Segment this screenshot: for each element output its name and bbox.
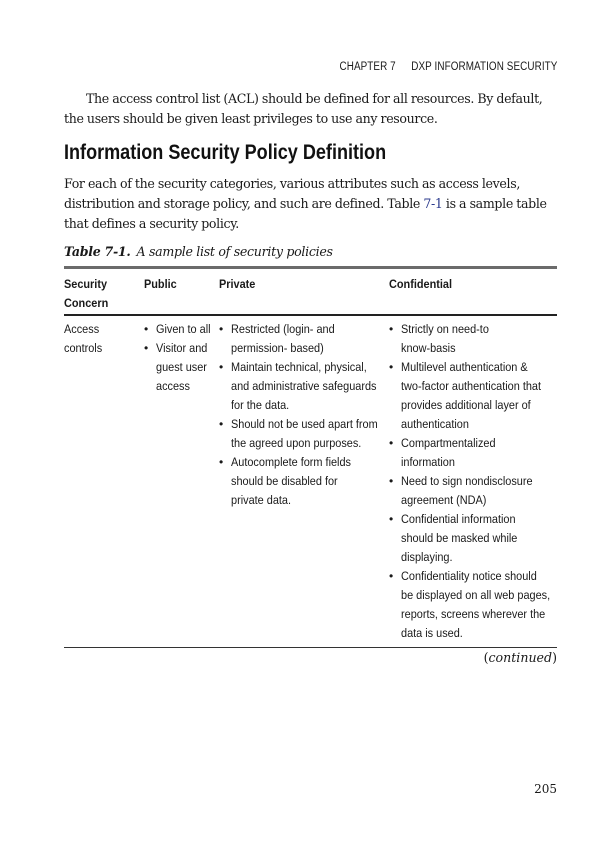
acl-paragraph: The access control list (ACL) should be defined for all resources. By default, the users should be given least privileges to use any resource. [64, 91, 543, 126]
cell-line: access [156, 379, 190, 393]
table-caption-text: A sample list of security policies [136, 244, 333, 259]
cell-line: data is used. [401, 626, 463, 640]
cell-line: permission- based) [231, 341, 324, 355]
header-line: Public [144, 277, 177, 291]
cell-private [219, 320, 384, 510]
cell-concern-access-controls [64, 320, 134, 358]
table-top-rule [64, 266, 557, 269]
cell-line: • Need to sign nondisclosure [401, 474, 533, 488]
confidential-bullet-list [389, 320, 559, 643]
page-number: 205 [534, 782, 557, 796]
header-line: Concern [64, 296, 109, 310]
continued-word: continued [488, 650, 553, 665]
table-bottom-rule [64, 647, 557, 648]
cell-line: authentication [401, 417, 469, 431]
header-line: Security [64, 277, 108, 291]
cell-line: • Restricted (login- and [231, 322, 335, 336]
list-item [219, 415, 384, 453]
running-header [339, 61, 557, 73]
chapter-label: CHAPTER 7 [339, 61, 396, 73]
continued-paren-close: ) [552, 650, 557, 665]
cell-line: • Maintain technical, physical, [231, 360, 367, 374]
list-item [219, 453, 384, 510]
table-header-rule [64, 314, 557, 316]
intro-text-end: is a sample table that defines a security policy. [64, 196, 547, 231]
header-line: Private [219, 277, 256, 291]
cell-line: • Confidential information [401, 512, 516, 526]
header-public [144, 275, 214, 294]
cell-line: guest user [156, 360, 207, 374]
cell-line: displaying. [401, 550, 453, 564]
cell-line: should be masked while [401, 531, 518, 545]
cell-line: be displayed on all web pages, [401, 588, 551, 602]
list-item [389, 472, 559, 510]
header-line: Confidential [389, 277, 453, 291]
cell-line: information [401, 455, 455, 469]
list-item [389, 567, 559, 643]
header-security-concern [64, 275, 134, 313]
cell-line: • Should not be used apart from [231, 417, 378, 431]
private-bullet-list [219, 320, 384, 510]
list-item [389, 358, 559, 434]
cell-line: controls [64, 341, 103, 355]
list-item [389, 320, 559, 358]
cell-public [144, 320, 214, 396]
cell-line: for the data. [231, 398, 290, 412]
list-item [389, 510, 559, 567]
cell-line: provides additional layer of [401, 398, 531, 412]
cell-line: the agreed upon purposes. [231, 436, 362, 450]
header-confidential [389, 275, 559, 294]
continued-paren-open: ( [483, 650, 489, 665]
intro-text-start: For each of the security categories, various attributes such as access levels, distribution and storage policy, and such are defined. Table [64, 176, 520, 211]
cell-line: • Given to all [156, 322, 211, 336]
cell-confidential [389, 320, 559, 643]
table-cross-reference-link[interactable]: 7-1 [423, 196, 443, 211]
cell-line: and administrative safeguards [231, 379, 377, 393]
cell-line: know-basis [401, 341, 456, 355]
list-item [389, 434, 559, 472]
cell-line: • Compartmentalized [401, 436, 496, 450]
chapter-title: DXP INFORMATION SECURITY [410, 61, 557, 73]
cell-line: Access [64, 322, 100, 336]
cell-line: two-factor authentication that [401, 379, 542, 393]
cell-line: • Autocomplete form fields [231, 455, 351, 469]
list-item [144, 320, 214, 339]
header-private [219, 275, 384, 294]
table-caption [64, 244, 333, 259]
continued-note [484, 650, 557, 665]
intro-paragraph [64, 174, 558, 234]
list-item [144, 339, 214, 396]
list-item [219, 320, 384, 358]
table-caption-label: Table 7-1. [64, 244, 131, 259]
cell-line: private data. [231, 493, 292, 507]
cell-line: should be disabled for [231, 474, 338, 488]
cell-line: reports, screens wherever the [401, 607, 546, 621]
cell-line: agreement (NDA) [401, 493, 487, 507]
section-heading: Information Security Policy Definition [64, 141, 387, 164]
cell-line: • Visitor and [156, 341, 208, 355]
cell-line: • Multilevel authentication & [401, 360, 528, 374]
public-bullet-list [144, 320, 214, 396]
cell-line: • Strictly on need-to [401, 322, 489, 336]
cell-line: • Confidentiality notice should [401, 569, 537, 583]
list-item [219, 358, 384, 415]
